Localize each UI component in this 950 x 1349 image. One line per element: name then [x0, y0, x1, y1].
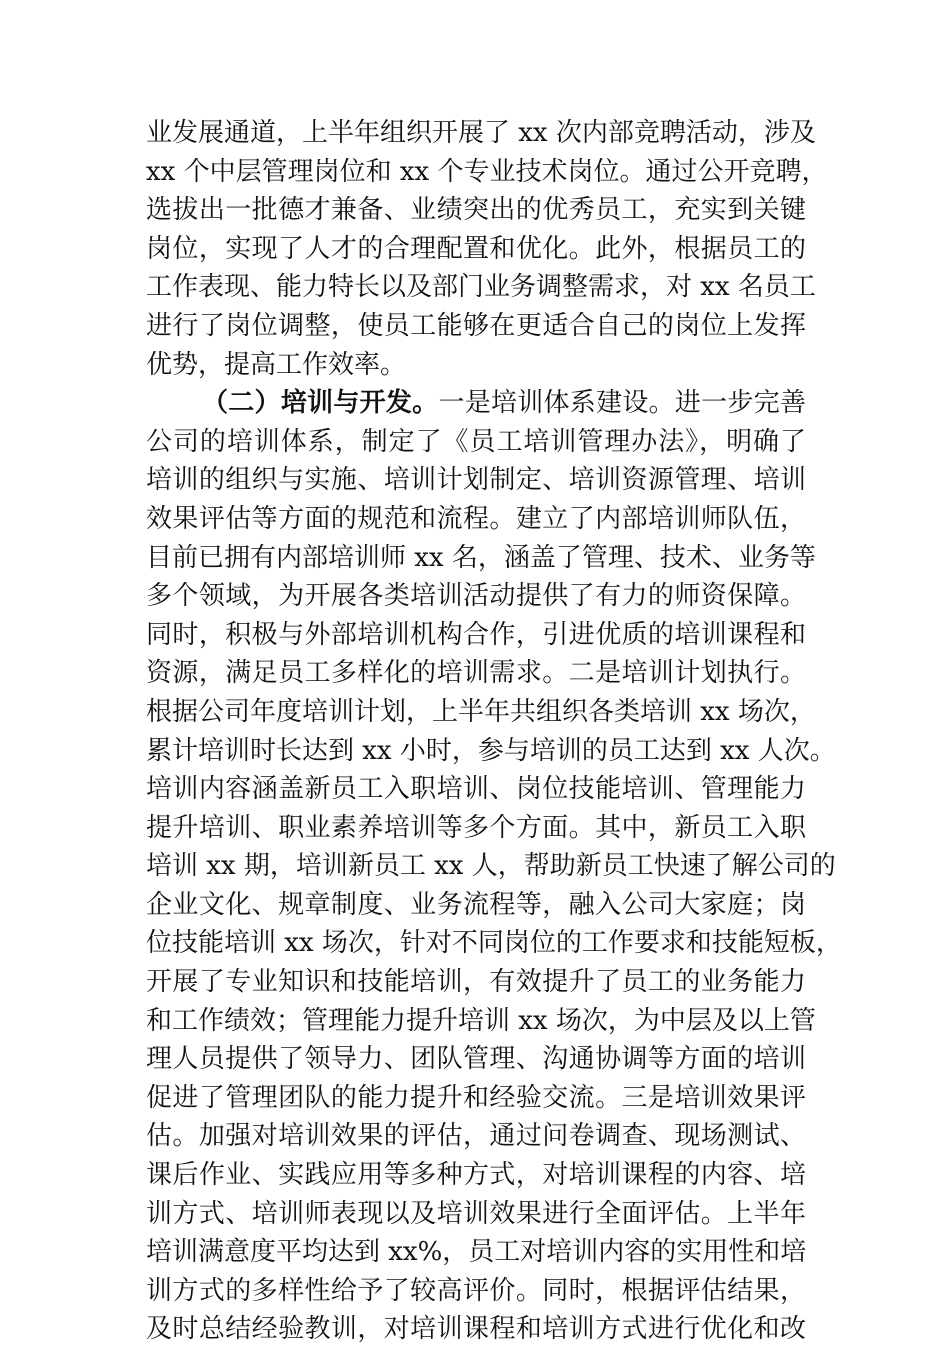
text-line: 开展了专业知识和技能培训，有效提升了员工的业务能力: [146, 967, 806, 998]
text-line: 培训满意度平均达到 xx%，员工对培训内容的实用性和培: [146, 1237, 807, 1268]
text-line: 选拔出一批德才兼备、业绩突出的优秀员工，充实到关键: [146, 195, 806, 226]
text-line: 企业文化、规章制度、业务流程等，融入公司大家庭；岗: [146, 889, 806, 920]
text-line: 目前已拥有内部培训师 xx 名，涵盖了管理、技术、业务等: [146, 542, 816, 573]
text-line: 培训的组织与实施、培训计划制定、培训资源管理、培训: [146, 465, 806, 496]
text-line: 同时，积极与外部培训机构合作，引进优质的培训课程和: [146, 619, 806, 650]
text-line: 培训 xx 期，培训新员工 xx 人，帮助新员工快速了解公司的: [146, 851, 836, 882]
text-line: 优势，提高工作效率。: [146, 349, 407, 380]
text-line: 位技能培训 xx 场次，针对不同岗位的工作要求和技能短板，: [146, 928, 842, 959]
text-line: 培训内容涵盖新员工入职培训、岗位技能培训、管理能力: [146, 774, 806, 805]
text-line: 累计培训时长达到 xx 小时，参与培训的员工达到 xx 人次。: [146, 735, 836, 766]
text-line: 工作表现、能力特长以及部门业务调整需求，对 xx 名员工: [146, 272, 816, 303]
text-line: 及时总结经验教训，对培训课程和培训方式进行优化和改: [146, 1314, 806, 1345]
text-line: 根据公司年度培训计划，上半年共组织各类培训 xx 场次，: [146, 696, 816, 727]
text-line: 理人员提供了领导力、团队管理、沟通协调等方面的培训: [146, 1044, 806, 1075]
text-line: xx 个中层管理岗位和 xx 个专业技术岗位。通过公开竞聘，: [146, 156, 828, 187]
text-line: 训方式的多样性给予了较高评价。同时，根据评估结果，: [146, 1275, 806, 1306]
text-line: 效果评估等方面的规范和流程。建立了内部培训师队伍，: [146, 503, 806, 534]
text-line: 促进了管理团队的能力提升和经验交流。三是培训效果评: [146, 1082, 806, 1113]
text-line: 训方式、培训师表现以及培训效果进行全面评估。上半年: [146, 1198, 806, 1229]
text-line: 多个领域，为开展各类培训活动提供了有力的师资保障。: [146, 581, 806, 612]
section-heading-line: [146, 384, 806, 423]
text-line: 课后作业、实践应用等多种方式，对培训课程的内容、培: [146, 1160, 806, 1191]
text-line: 资源，满足员工多样化的培训需求。二是培训计划执行。: [146, 658, 806, 689]
text-line: 业发展通道，上半年组织开展了 xx 次内部竞聘活动，涉及: [146, 118, 816, 148]
text-line: 岗位，实现了人才的合理配置和优化。此外，根据员工的: [146, 233, 806, 264]
section-heading: （二）培训与开发。: [202, 388, 439, 419]
text-line: 提升培训、职业素养培训等多个方面。其中，新员工入职: [146, 812, 806, 843]
text-line: 和工作绩效；管理能力提升培训 xx 场次，为中层及以上管: [146, 1005, 816, 1036]
text-line: 进行了岗位调整，使员工能够在更适合自己的岗位上发挥: [146, 310, 806, 341]
text-line: 估。加强对培训效果的评估，通过问卷调查、现场测试、: [146, 1121, 806, 1152]
body-text: [146, 114, 842, 1349]
text-line: 公司的培训体系，制定了《员工培训管理办法》，明确了: [146, 426, 806, 457]
section-heading-text: 一是培训体系建设。进一步完善: [438, 388, 806, 419]
